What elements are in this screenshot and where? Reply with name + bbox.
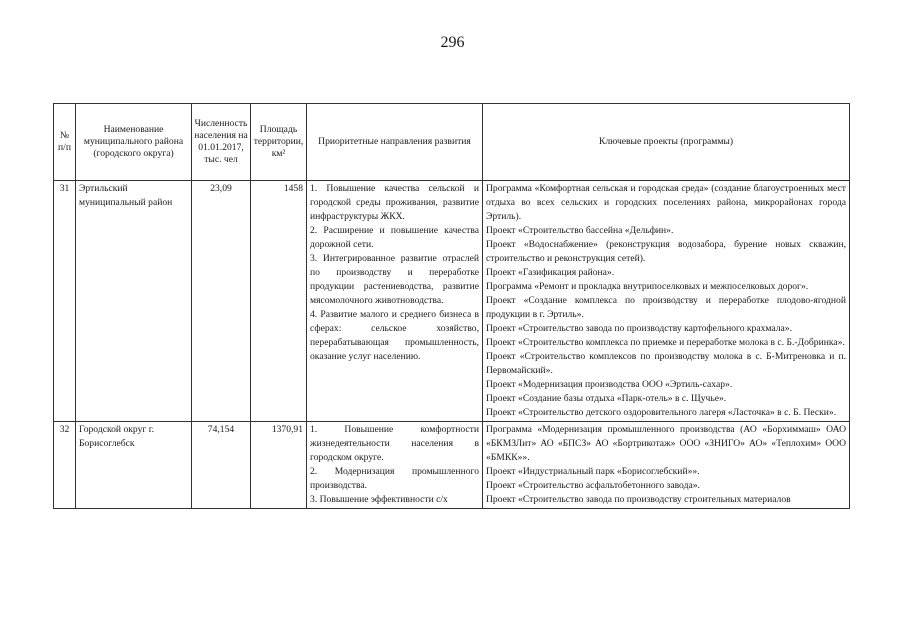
table-header-row — [54, 104, 850, 181]
priority-item: 1. Повышение комфортности жизнедеятельности населения в городском округе. — [310, 424, 479, 463]
table-row — [54, 181, 850, 422]
project-item: Проект «Водоснабжение» (реконструкция водозабора, бурение новых скважин, строительство и реконструкция сетей). — [486, 239, 846, 264]
row-population: 74,154 — [192, 422, 251, 509]
project-item: Проект «Строительство комплекса по приемке и переработке молока в с. Б.-Добринка». — [486, 337, 845, 348]
project-item: Проект «Строительство завода по производству строительных материалов — [486, 494, 791, 505]
project-item: Программа «Ремонт и прокладка внутрипоселковых и межпоселковых дорог». — [486, 281, 809, 292]
project-item: Проект «Модернизация производства ООО «Эртиль-сахар». — [486, 379, 733, 390]
priority-item: 2. Расширение и повышение качества дорожной сети. — [310, 225, 479, 250]
table-row — [54, 422, 850, 509]
priority-item: 3. Интегрированное развитие отраслей по производству и переработке продукции растениеводства, развитие мясомолочного животноводства. — [310, 253, 479, 306]
row-projects — [483, 181, 850, 422]
row-name: Эртильский муниципальный район — [76, 181, 192, 422]
priority-item: 2. Модернизация промышленного производства. — [310, 466, 479, 491]
header-population: Численность населения на 01.01.2017, тыс. чел — [192, 104, 251, 181]
row-area: 1370,91 — [251, 422, 307, 509]
project-item: Проект «Индустриальный парк «Борисоглебский»». — [486, 466, 700, 477]
project-item: Проект «Газификация района». — [486, 267, 615, 278]
header-num: № п/п — [54, 104, 76, 181]
project-item: Проект «Строительство бассейна «Дельфин». — [486, 225, 674, 236]
project-item: Проект «Строительство завода по производству картофельного крахмала». — [486, 323, 792, 334]
project-item: Проект «Создание комплекса по производству и переработке плодово-ягодной продукции в г. Эртиль». — [486, 295, 846, 320]
priority-item: 4. Развитие малого и среднего бизнеса в сферах: сельское хозяйство, перерабатывающая промышленность, оказание услуг населению. — [310, 309, 479, 362]
project-item: Проект «Строительство асфальтобетонного завода». — [486, 480, 700, 491]
project-item: Программа «Модернизация промышленного производства (АО «Борхиммаш» ОАО «БКМЗЛит» АО «БПСЗ» АО «Бортрикотаж» ООО «ЗНИГО» АО» «Теплохим» ООО «БМКК»». — [486, 424, 846, 463]
header-projects: Ключевые проекты (программы) — [483, 104, 850, 181]
project-item: Проект «Строительство комплексов по производству молока в с. Б-Митреновка и п. Первомайский». — [486, 351, 846, 376]
row-priorities — [307, 422, 483, 509]
header-priorities: Приоритетные направления развития — [307, 104, 483, 181]
row-area: 1458 — [251, 181, 307, 422]
row-num: 32 — [54, 422, 76, 509]
project-item: Программа «Комфортная сельская и городская среда» (создание благоустроенных мест отдыха во всех сельских и городских поселениях района, микрорайонах города Эртиль). — [486, 183, 846, 222]
project-item: Проект «Строительство детского оздоровительного лагеря «Ласточка» в с. Б. Пески». — [486, 407, 837, 418]
page-number: 296 — [440, 34, 465, 51]
row-num: 31 — [54, 181, 76, 422]
priority-item: 3. Повышение эффективности с/х — [310, 494, 448, 505]
header-area: Площадь территории, км² — [251, 104, 307, 181]
priority-item: 1. Повышение качества сельской и городской среды проживания, развитие инфраструктуры ЖКХ. — [310, 183, 479, 222]
row-projects — [483, 422, 850, 509]
project-item: Проект «Создание базы отдыха «Парк-отель» в с. Щучье». — [486, 393, 727, 404]
header-name: Наименование муниципального района (городского округа) — [76, 104, 192, 181]
projects-table — [53, 103, 850, 509]
row-population: 23,09 — [192, 181, 251, 422]
row-name: Городской округ г. Борисоглебск — [76, 422, 192, 509]
row-priorities — [307, 181, 483, 422]
